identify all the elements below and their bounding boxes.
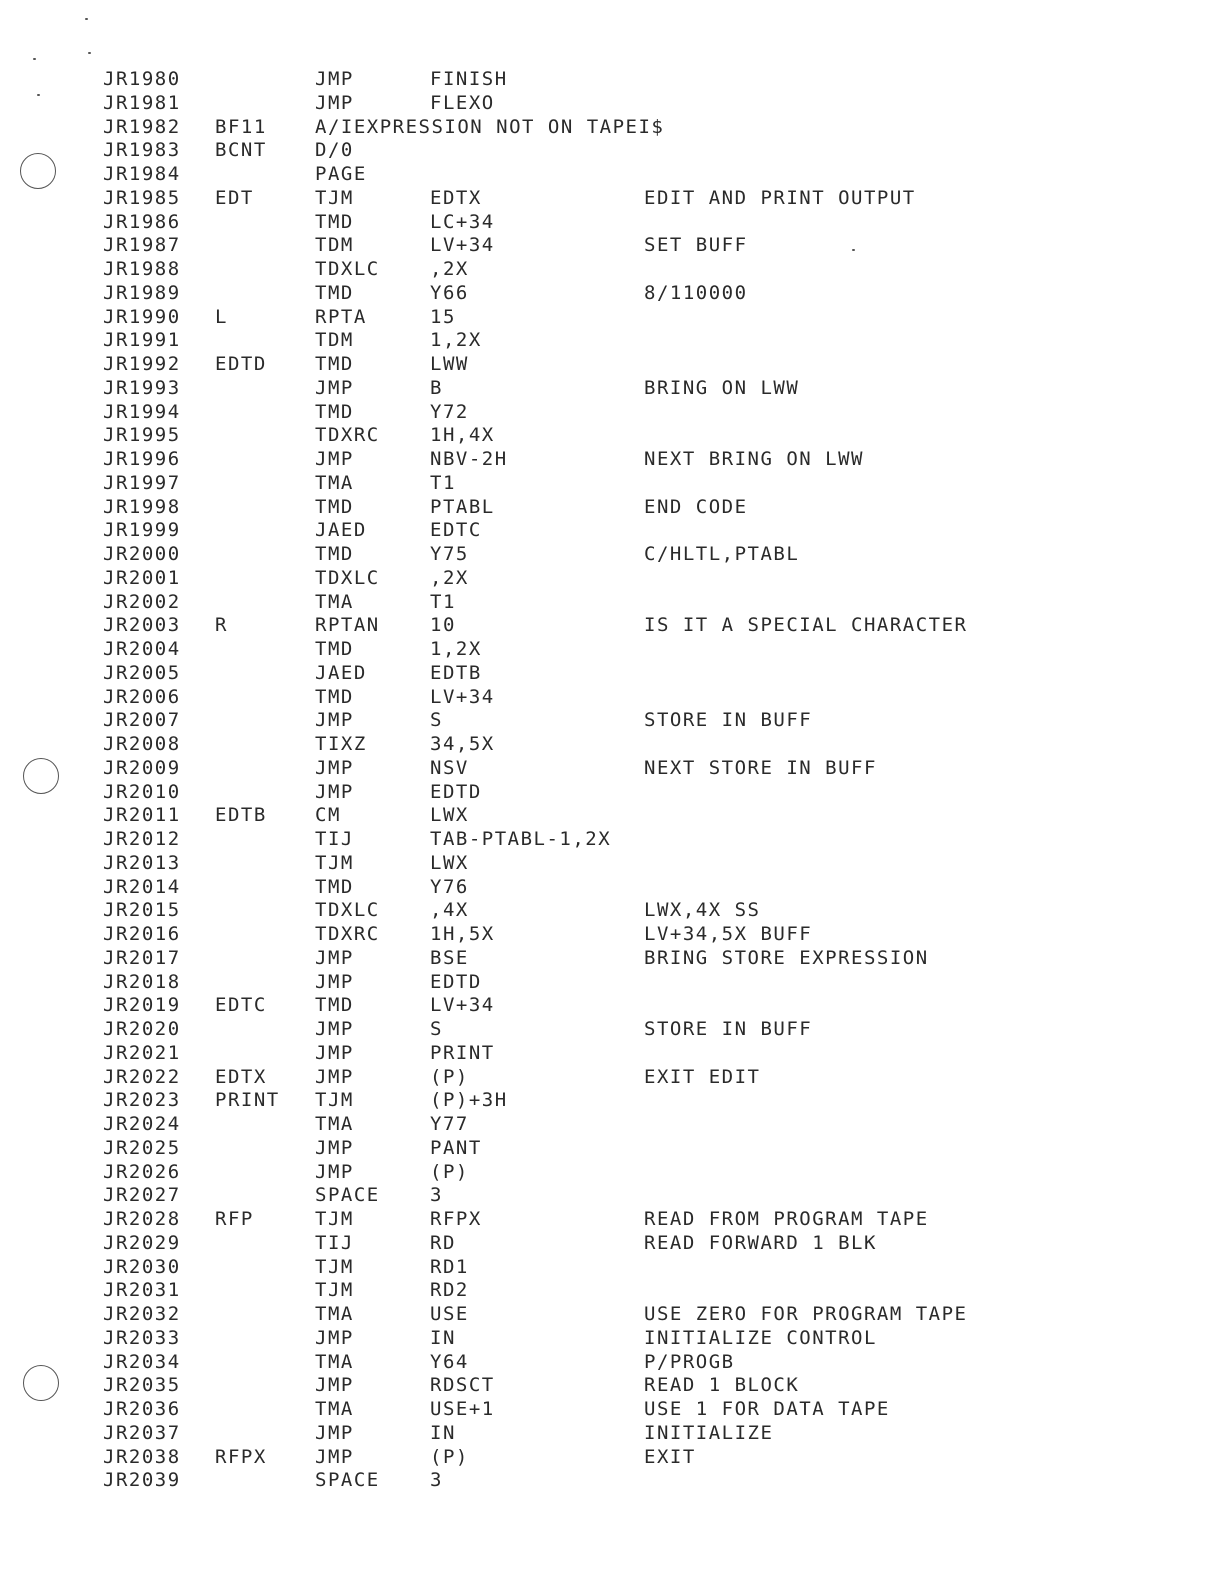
operand: EDTB [430,661,482,684]
operand: 1,2X [430,329,482,352]
sequence-number: JR1981 [103,91,181,114]
opcode: TMD [315,543,354,565]
punch-hole-bottom [23,1365,59,1401]
comment: BRING ON LWW [644,376,800,399]
opcode: CM [315,804,341,827]
operand: RFPX [430,1208,482,1230]
operand: NSV [430,756,469,779]
sequence-number: JR2009 [103,756,181,779]
comment: LWX,4X SS [644,899,761,922]
operand: RD [430,1231,456,1254]
opcode: A/IEXPRESSION NOT ON TAPEI$ [315,115,665,138]
listing-line [103,566,1103,590]
listing-line [103,67,1103,91]
listing-line [103,447,1103,471]
listing-line [103,115,1103,139]
opcode: TMD [315,400,354,423]
sequence-number: JR2036 [103,1398,181,1420]
listing-line [103,970,1103,994]
listing-line [103,1041,1103,1065]
opcode: JMP [315,1041,354,1064]
listing-line [103,946,1103,970]
opcode: JMP [315,1374,354,1397]
listing-line [103,542,1103,566]
listing-line [103,1231,1103,1255]
operand: Y75 [430,543,469,565]
operand: USE+1 [430,1398,495,1420]
comment: READ FORWARD 1 BLK [644,1231,877,1254]
operand: 10 [430,614,456,637]
sequence-number: JR1990 [103,305,181,328]
sequence-number: JR2000 [103,543,181,565]
listing-line [103,780,1103,804]
operand: IN [430,1326,456,1349]
listing-line [103,1255,1103,1279]
operand: 1,2X [430,638,482,660]
listing-line [103,376,1103,400]
opcode: TIJ [315,1231,354,1254]
sequence-number: JR2035 [103,1374,181,1397]
sequence-number: JR2027 [103,1184,181,1207]
listing-line [103,186,1103,210]
opcode: JMP [315,709,354,732]
sequence-number: JR2022 [103,1065,181,1088]
listing-line [103,233,1103,257]
label: PRINT [215,1089,280,1112]
scan-speck [37,94,40,96]
listing-line [103,637,1103,661]
listing-line [103,756,1103,780]
operand: RD2 [430,1279,469,1302]
opcode: PAGE [315,163,367,185]
label: EDTB [215,804,267,827]
sequence-number: JR2033 [103,1326,181,1349]
sequence-number: JR1996 [103,448,181,470]
sequence-number: JR2037 [103,1421,181,1444]
opcode: TDXRC [315,424,380,447]
opcode: D/0 [315,139,354,162]
operand: RDSCT [430,1374,495,1397]
operand: T1 [430,471,456,494]
sequence-number: JR2028 [103,1208,181,1230]
sequence-number: JR2010 [103,780,181,803]
listing-line [103,400,1103,424]
sequence-number: JR2017 [103,946,181,969]
sequence-number: JR2006 [103,685,181,708]
listing-line [103,352,1103,376]
listing-line [103,1183,1103,1207]
opcode: JMP [315,1160,354,1183]
listing-line [103,613,1103,637]
operand: FINISH [430,68,508,90]
operand: Y77 [430,1113,469,1135]
opcode: JMP [315,448,354,470]
opcode: TDM [315,329,354,352]
listing-line [103,1278,1103,1302]
sequence-number: JR1991 [103,329,181,352]
label: EDTX [215,1065,267,1088]
label: RFP [215,1208,254,1230]
opcode: TMD [315,875,354,898]
operand: Y66 [430,281,469,304]
listing-line [103,1326,1103,1350]
opcode: TMD [315,210,354,233]
sequence-number: JR1984 [103,163,181,185]
listing-line [103,1445,1103,1469]
label: EDTC [215,994,267,1017]
label: EDTD [215,353,267,375]
operand: TAB-PTABL-1,2X [430,828,612,850]
listing-line [103,328,1103,352]
opcode: SPACE [315,1469,380,1492]
listing-line [103,423,1103,447]
sequence-number: JR2030 [103,1255,181,1278]
sequence-number: JR2021 [103,1041,181,1064]
operand: T1 [430,590,456,613]
opcode: TMD [315,353,354,375]
comment: STORE IN BUFF [644,1018,813,1040]
opcode: JMP [315,780,354,803]
listing-line [103,922,1103,946]
label: R [215,614,228,637]
operand: 34,5X [430,733,495,755]
scan-speck [88,52,91,54]
opcode: JMP [315,91,354,114]
sequence-number: JR1995 [103,424,181,447]
comment: USE 1 FOR DATA TAPE [644,1398,890,1420]
listing-line [103,1136,1103,1160]
operand: (P) [430,1445,469,1468]
sequence-number: JR2005 [103,661,181,684]
sequence-number: JR1987 [103,234,181,257]
listing-line [103,1065,1103,1089]
scan-speck [85,18,88,20]
listing-line [103,708,1103,732]
opcode: TMD [315,685,354,708]
sequence-number: JR1986 [103,210,181,233]
sequence-number: JR2023 [103,1089,181,1112]
listing-line [103,827,1103,851]
sequence-number: JR2004 [103,638,181,660]
listing-line [103,1088,1103,1112]
comment: P/PROGB [644,1350,735,1373]
listing-line [103,495,1103,519]
sequence-number: JR1992 [103,353,181,375]
operand: PRINT [430,1041,495,1064]
operand: Y76 [430,875,469,898]
opcode: JAED [315,519,367,542]
operand: 3 [430,1469,443,1492]
operand: PANT [430,1136,482,1159]
sequence-number: JR2034 [103,1350,181,1373]
sequence-number: JR2038 [103,1445,181,1468]
sequence-number: JR1999 [103,519,181,542]
listing-line [103,1421,1103,1445]
opcode: TDXRC [315,923,380,945]
opcode: TMA [315,590,354,613]
operand: USE [430,1303,469,1325]
sequence-number: JR2008 [103,733,181,755]
operand: B [430,376,443,399]
opcode: TJM [315,1255,354,1278]
opcode: TJM [315,186,354,209]
sequence-number: JR1985 [103,186,181,209]
opcode: TMA [315,1350,354,1373]
operand: BSE [430,946,469,969]
opcode: JMP [315,1018,354,1040]
opcode: JMP [315,1421,354,1444]
sequence-number: JR1994 [103,400,181,423]
operand: 3 [430,1184,443,1207]
listing-line [103,281,1103,305]
operand: ,2X [430,258,469,280]
comment: IS IT A SPECIAL CHARACTER [644,614,968,637]
operand: LWX [430,804,469,827]
opcode: SPACE [315,1184,380,1207]
comment: INITIALIZE CONTROL [644,1326,877,1349]
opcode: TDM [315,234,354,257]
opcode: JAED [315,661,367,684]
listing-line [103,1160,1103,1184]
listing-line [103,898,1103,922]
sequence-number: JR1993 [103,376,181,399]
sequence-number: JR2039 [103,1469,181,1492]
opcode: TIJ [315,828,354,850]
opcode: TJM [315,1279,354,1302]
sequence-number: JR1997 [103,471,181,494]
opcode: RPTA [315,305,367,328]
label: RFPX [215,1445,267,1468]
comment: STORE IN BUFF [644,709,813,732]
opcode: TMA [315,1113,354,1135]
comment: C/HLTL,PTABL [644,543,800,565]
opcode: JMP [315,68,354,90]
punch-hole-middle [23,758,59,794]
sequence-number: JR2032 [103,1303,181,1325]
comment: 8/110000 [644,281,748,304]
comment: INITIALIZE [644,1421,774,1444]
opcode: TMA [315,471,354,494]
listing-line [103,803,1103,827]
listing-line [103,993,1103,1017]
comment: NEXT STORE IN BUFF [644,756,877,779]
listing-line [103,1397,1103,1421]
operand: RD1 [430,1255,469,1278]
comment: LV+34,5X BUFF [644,923,813,945]
listing-line [103,1373,1103,1397]
sequence-number: JR2012 [103,828,181,850]
comment: BRING STORE EXPRESSION [644,946,929,969]
operand: ,2X [430,566,469,589]
opcode: TIXZ [315,733,367,755]
listing-line [103,851,1103,875]
operand: (P) [430,1065,469,1088]
sequence-number: JR2002 [103,590,181,613]
operand: EDTC [430,519,482,542]
operand: NBV-2H [430,448,508,470]
listing-line [103,518,1103,542]
operand: Y64 [430,1350,469,1373]
sequence-number: JR1983 [103,139,181,162]
sequence-number: JR2003 [103,614,181,637]
listing-line [103,1468,1103,1492]
opcode: JMP [315,946,354,969]
operand: IN [430,1421,456,1444]
opcode: JMP [315,376,354,399]
operand: LWX [430,851,469,874]
operand: PTABL [430,495,495,518]
label: EDT [215,186,254,209]
opcode: TMD [315,638,354,660]
listing-line [103,1112,1103,1136]
label: BCNT [215,139,267,162]
listing-line [103,661,1103,685]
assembly-listing [103,67,1103,1492]
operand: 15 [430,305,456,328]
operand: ,4X [430,899,469,922]
operand: LV+34 [430,685,495,708]
listing-line [103,1207,1103,1231]
opcode: TDXLC [315,899,380,922]
operand: LV+34 [430,994,495,1017]
sequence-number: JR1989 [103,281,181,304]
listing-line [103,1302,1103,1326]
operand: EDTD [430,780,482,803]
operand: FLEXO [430,91,495,114]
listing-line [103,1017,1103,1041]
sequence-number: JR2013 [103,851,181,874]
comment: READ 1 BLOCK [644,1374,800,1397]
listing-line [103,138,1103,162]
opcode: JMP [315,970,354,993]
sequence-number: JR2007 [103,709,181,732]
label: L [215,305,228,328]
listing-line [103,162,1103,186]
opcode: TMA [315,1303,354,1325]
comment: EXIT EDIT [644,1065,761,1088]
opcode: TDXLC [315,566,380,589]
comment: END CODE [644,495,748,518]
listing-line [103,305,1103,329]
sequence-number: JR2019 [103,994,181,1017]
opcode: TMA [315,1398,354,1420]
sequence-number: JR2025 [103,1136,181,1159]
operand: 1H,4X [430,424,495,447]
sequence-number: JR2024 [103,1113,181,1135]
operand: (P) [430,1160,469,1183]
opcode: TJM [315,1208,354,1230]
listing-line [103,471,1103,495]
sequence-number: JR1998 [103,495,181,518]
operand: EDTX [430,186,482,209]
comment: READ FROM PROGRAM TAPE [644,1208,929,1230]
operand: S [430,709,443,732]
sequence-number: JR2015 [103,899,181,922]
sequence-number: JR2001 [103,566,181,589]
scan-speck [33,58,36,60]
sequence-number: JR2011 [103,804,181,827]
listing-line [103,257,1103,281]
opcode: TDXLC [315,258,380,280]
sequence-number: JR2029 [103,1231,181,1254]
comment: EXIT [644,1445,696,1468]
operand: LWW [430,353,469,375]
sequence-number: JR2020 [103,1018,181,1040]
punch-hole-top [20,153,56,189]
operand: S [430,1018,443,1040]
opcode: TMD [315,994,354,1017]
listing-line [103,1350,1103,1374]
listing-line [103,732,1103,756]
sequence-number: JR2016 [103,923,181,945]
comment: EDIT AND PRINT OUTPUT [644,186,916,209]
listing-line [103,210,1103,234]
opcode: TMD [315,495,354,518]
listing-line [103,91,1103,115]
operand: (P)+3H [430,1089,508,1112]
listing-line [103,590,1103,614]
listing-line [103,685,1103,709]
sequence-number: JR2014 [103,875,181,898]
sequence-number: JR2018 [103,970,181,993]
opcode: TMD [315,281,354,304]
comment: NEXT BRING ON LWW [644,448,864,470]
sequence-number: JR2031 [103,1279,181,1302]
sequence-number: JR1982 [103,115,181,138]
opcode: JMP [315,1445,354,1468]
opcode: JMP [315,756,354,779]
opcode: TJM [315,851,354,874]
opcode: JMP [315,1136,354,1159]
opcode: JMP [315,1326,354,1349]
sequence-number: JR1980 [103,68,181,90]
listing-line [103,875,1103,899]
sequence-number: JR2026 [103,1160,181,1183]
label: BF11 [215,115,267,138]
comment: SET BUFF [644,234,748,257]
operand: LC+34 [430,210,495,233]
operand: Y72 [430,400,469,423]
opcode: RPTAN [315,614,380,637]
operand: EDTD [430,970,482,993]
operand: 1H,5X [430,923,495,945]
opcode: TJM [315,1089,354,1112]
opcode: JMP [315,1065,354,1088]
comment: USE ZERO FOR PROGRAM TAPE [644,1303,968,1325]
sequence-number: JR1988 [103,258,181,280]
operand: LV+34 [430,234,495,257]
